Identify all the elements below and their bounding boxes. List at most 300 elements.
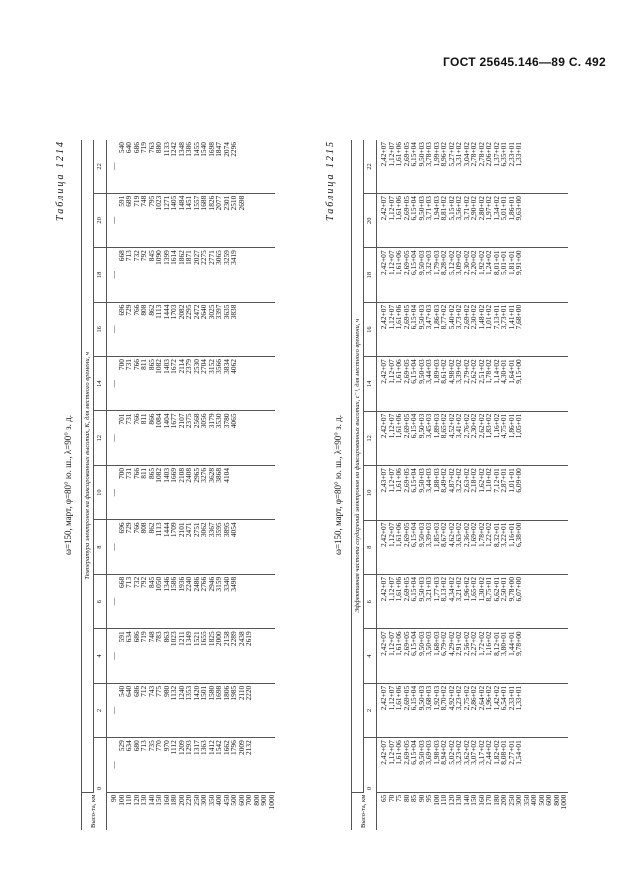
table-cell: 9,50+03: [416, 631, 426, 656]
table-cell: 540: [116, 142, 126, 154]
table-cell: 2,42+07: [379, 359, 388, 384]
table-cell: 1,68+03: [431, 631, 441, 656]
table-cell: 1,12+07: [386, 250, 396, 275]
table-cell: 2619: [244, 631, 253, 647]
table-cell: 1669: [169, 467, 178, 483]
table-cell: 2301: [221, 195, 231, 211]
table-cell: 4,52+02: [446, 413, 456, 439]
table-cell: 1796: [229, 740, 238, 755]
table-cell: 1521: [191, 631, 201, 647]
table-cell: 2568: [191, 413, 201, 429]
table-label: Таблица 1214: [55, 140, 66, 221]
height-cell: 170: [484, 794, 493, 806]
hour-column-values: [107, 683, 276, 737]
table-cell: 4104: [221, 467, 231, 483]
table-cell: 3062: [199, 522, 208, 538]
table-cell: —: [109, 488, 118, 497]
table-cell: 7,12+01: [491, 468, 501, 493]
table-caption: ω=150, март, φ=80° ю. ш., λ=90° з. д.: [333, 415, 343, 555]
table-cell: 6,15+04: [409, 576, 418, 602]
table-cell: 2472: [191, 304, 201, 320]
table-cell: 1,92+02: [476, 250, 486, 275]
table-cell: 2,63+02: [461, 468, 471, 493]
height-cell: 140: [461, 794, 471, 806]
hour-column-header: 14: [364, 357, 377, 411]
table-cell: 811: [139, 359, 148, 370]
table-cell: 729: [124, 304, 133, 316]
hour-column-values: [107, 193, 276, 247]
table-cell: 3,41+02: [454, 413, 463, 439]
table-cell: 713: [124, 576, 133, 588]
table-cell: 6,15+04: [409, 685, 418, 711]
table-cell: 2,06+02: [484, 142, 493, 167]
height-cell: 100: [431, 794, 441, 806]
table-cell: 6,62+01: [491, 576, 501, 602]
table-cell: 4054: [229, 522, 238, 538]
table-cell: 8,70+02: [439, 685, 448, 711]
table-cell: 1655: [199, 631, 208, 647]
table-cell: 865: [146, 467, 156, 480]
hour-column-header: 6: [94, 574, 107, 628]
table-cell: 1,61+06: [394, 468, 403, 493]
table-cell: 668: [116, 576, 126, 588]
table-cell: 2,42+07: [379, 522, 388, 548]
table-cell: 2,51+02: [476, 359, 486, 384]
table-cell: 1,89+03: [431, 359, 441, 384]
table-cell: 1,61+06: [394, 142, 403, 167]
table-cell: 862: [146, 522, 156, 534]
table-cell: 4065: [229, 413, 238, 429]
height-cell: 80: [401, 794, 411, 803]
table-cell: 8,75+01: [484, 576, 493, 602]
table-cell: 9,15+00: [514, 359, 523, 384]
table-cell: 2132: [244, 740, 253, 755]
table-cell: 1090: [154, 250, 163, 265]
table-cell: 3868: [214, 467, 223, 483]
table-cell: 811: [139, 413, 148, 425]
table-cell: 6,15+04: [409, 522, 418, 548]
table-cell: 1,14+02: [491, 359, 501, 384]
height-cell: 900: [259, 794, 268, 806]
table-cell: 1662: [221, 740, 231, 755]
table-cell: 6,15+04: [409, 250, 418, 275]
table-cell: 3,39+03: [424, 522, 433, 548]
height-cell: 600: [236, 794, 246, 806]
table-cell: 1353: [184, 685, 193, 701]
table-cell: 3,09+02: [454, 250, 463, 275]
table-cell: 862: [146, 304, 156, 316]
table-cell: 3,21+02: [454, 576, 463, 602]
hour-column-header: 20: [94, 193, 107, 247]
table-cell: 6,15+04: [409, 631, 418, 656]
table-cell: 2766: [199, 576, 208, 592]
table-cell: 9,50+03: [416, 250, 426, 275]
table-cell: 6,15+04: [409, 142, 418, 167]
table-cell: 743: [146, 685, 156, 697]
table-cell: 845: [146, 250, 156, 262]
hour-column-values: [377, 683, 568, 737]
page-header: ГОСТ 25645.146—89 С. 492: [443, 55, 606, 69]
table-cell: 8,08+01: [499, 740, 508, 765]
hour-column-values: [377, 738, 568, 792]
table-cell: 1113: [154, 304, 163, 319]
table-cell: 4,92+02: [446, 685, 456, 711]
table-cell: 1,61+06: [394, 576, 403, 602]
hour-column-values: [107, 357, 276, 411]
table-cell: 1,96+02: [461, 576, 471, 602]
table-cell: 1,92+03: [431, 685, 441, 711]
table-cell: 5,27+02: [446, 142, 456, 167]
table-cell: 2704: [199, 359, 208, 374]
hour-column-header: 22: [364, 140, 377, 194]
table-cell: 1,30+02: [476, 576, 486, 602]
table-cell: 2,69+05: [401, 142, 411, 167]
hour-column-values: [377, 629, 568, 683]
table-cell: 1826: [206, 195, 216, 211]
table-cell: 2027: [191, 250, 201, 265]
table-cell: 4,98+02: [446, 359, 456, 384]
table-cell: 7,68+00: [514, 304, 523, 330]
table-cell: 640: [124, 685, 133, 697]
table-cell: 9,50+03: [416, 142, 426, 167]
table-cell: 1,88+03: [431, 468, 441, 493]
hour-column-header: 2: [94, 683, 107, 737]
table-cell: 1580: [206, 685, 216, 701]
table-cell: 6,38+00: [514, 522, 523, 548]
table-cell: 1348: [176, 142, 186, 157]
table-cell: 2,90+02: [469, 196, 478, 221]
table-cell: 3834: [221, 359, 231, 374]
table-cell: —: [109, 271, 118, 279]
table-cell: 8,01+01: [491, 250, 501, 275]
table-cell: 591: [116, 195, 126, 207]
table-cell: 5,40+02: [446, 304, 456, 330]
table-cell: 9,91+00: [514, 250, 523, 275]
height-cell: 220: [184, 794, 193, 806]
table-cell: 3,69+03: [424, 740, 433, 765]
table-cell: 2,69+02: [461, 304, 471, 330]
table-cell: 2110: [236, 685, 246, 701]
table-cell: 9,78+00: [506, 576, 516, 602]
hour-column-values: [377, 302, 568, 356]
table-cell: 701: [116, 413, 126, 425]
table-cell: 1614: [169, 250, 178, 265]
height-cell: 130: [139, 794, 148, 806]
table-cell: 1,94+03: [431, 196, 441, 221]
table-cell: 3,78+03: [424, 142, 433, 167]
table-cell: 3,71+03: [424, 196, 433, 221]
hour-column-header: 16: [94, 302, 107, 356]
table-cell: 2082: [176, 304, 186, 320]
table-cell: 2,75+02: [461, 685, 471, 711]
table-cell: 1132: [169, 685, 178, 701]
table-cell: 2289: [229, 631, 238, 647]
table-cell: 1,83+02: [484, 413, 493, 439]
table-cell: 1023: [154, 195, 163, 211]
table-cell: 2379: [184, 359, 193, 374]
table-cell: 9,50+03: [416, 576, 426, 602]
table-cell: 3,07+02: [469, 740, 478, 765]
table-cell: 2,69+05: [401, 196, 411, 221]
table-cell: 3895: [221, 522, 231, 538]
table-cell: 8,13+02: [439, 576, 448, 602]
table-cell: 1847: [214, 142, 223, 157]
table-cell: 3,23+02: [454, 685, 463, 711]
table-cell: 680: [131, 740, 141, 752]
table-cell: 634: [124, 631, 133, 643]
table-cell: 731: [124, 413, 133, 425]
table-1214: [55, 140, 275, 830]
table-cell: 2408: [184, 467, 193, 483]
table-cell: 4,75+01: [499, 413, 508, 439]
table-cell: 3,04+02: [461, 142, 471, 167]
table-cell: 1,86+01: [506, 413, 516, 439]
height-cell: 400: [529, 794, 538, 806]
hour-column-header: 10: [94, 465, 107, 519]
table-cell: 729: [124, 522, 133, 534]
table-cell: 6,54+01: [499, 685, 508, 711]
table-cell: 713: [139, 740, 148, 752]
table-cell: 3159: [214, 576, 223, 592]
table-cell: 1,61+06: [394, 359, 403, 384]
table-cell: 980: [161, 685, 171, 697]
table-cell: 1672: [169, 359, 178, 374]
table-cell: 3,73+01: [499, 304, 508, 330]
table-cell: 1,16+02: [484, 631, 493, 656]
table-cell: 3530: [214, 413, 223, 429]
table-cell: 529: [116, 740, 126, 752]
table-cell: 3,50+03: [424, 631, 433, 656]
table-cell: 1412: [206, 740, 216, 755]
table-cell: 792: [139, 250, 148, 262]
height-cell: 70: [386, 794, 396, 803]
table-cell: 792: [139, 576, 148, 588]
table-cell: —: [109, 216, 118, 225]
table-cell: 3,22+01: [499, 522, 508, 548]
table-cell: 4,30+01: [499, 359, 508, 384]
table-cell: 808: [139, 304, 148, 316]
table-cell: 1,97+02: [484, 196, 493, 221]
table-cell: 8,28+02: [439, 250, 448, 275]
table-cell: 1,42+02: [491, 685, 501, 711]
table-cell: 2946: [206, 576, 216, 592]
table-cell: 9,50+03: [416, 196, 426, 221]
table-cell: 2158: [221, 631, 231, 647]
table-cell: 2,33+01: [506, 685, 516, 711]
table-cell: 9,78+00: [514, 631, 523, 656]
table-cell: 3367: [206, 522, 216, 538]
table-cell: 1871: [184, 250, 193, 265]
height-cell: 160: [161, 794, 171, 806]
table-cell: 1023: [169, 631, 178, 647]
table-cell: 2,87+01: [499, 468, 508, 493]
table-body-row: [377, 140, 568, 830]
table-cell: 2,42+07: [379, 250, 388, 275]
table-cell: 1,33+01: [514, 685, 523, 711]
table-cell: 9,50+03: [416, 359, 426, 384]
table-cell: 1688: [199, 195, 208, 211]
table-cell: 6,07+00: [514, 576, 523, 602]
hour-column-header: 6: [364, 574, 377, 628]
table-cell: —: [109, 434, 118, 442]
table-cell: 1399: [161, 250, 171, 265]
height-cell: 90: [416, 794, 426, 803]
table-cell: 712: [139, 685, 148, 697]
table-cell: 1,61+06: [394, 413, 403, 439]
table-cell: 1455: [191, 142, 201, 157]
table-cell: 1,16+01: [506, 522, 516, 548]
table-cell: 686: [131, 631, 141, 643]
height-cell: 1000: [559, 794, 568, 810]
table-cell: 1349: [184, 631, 193, 647]
table-cell: 1,89+03: [431, 413, 441, 439]
table-cell: 3,44+03: [424, 468, 433, 493]
table-cell: 2771: [206, 250, 216, 265]
table-cell: 5,15+02: [446, 196, 456, 221]
table-cell: 2,42+07: [379, 631, 388, 656]
table-cell: 2077: [214, 195, 223, 211]
height-cell: 180: [169, 794, 178, 806]
table-cell: 3838: [229, 304, 238, 320]
hour-column-values: [377, 194, 568, 248]
table-cell: 1,12+07: [386, 685, 396, 711]
table-cell: 1133: [161, 142, 171, 157]
table-cell: 2486: [191, 576, 201, 592]
table-cell: 1,12+07: [386, 468, 396, 493]
table-cell: 1317: [191, 740, 201, 755]
table-cell: 1,48+02: [476, 304, 486, 330]
table-cell: 1386: [184, 142, 193, 157]
hour-column-header: 20: [364, 194, 377, 248]
table-cell: 1,78+02: [484, 359, 493, 384]
table-cell: 2,20+02: [469, 250, 478, 275]
table-cell: 1703: [169, 304, 178, 320]
table-cell: 640: [124, 142, 133, 154]
table-cell: 2,42+07: [379, 304, 388, 330]
table-cell: 2,69+05: [401, 359, 411, 384]
table-cell: 6,15+04: [409, 196, 418, 221]
table-cell: 6,15+04: [409, 413, 418, 439]
table-subheader: Температура электронов на фиксированных высотах, К, для местного времени, ч: [82, 140, 94, 792]
hour-column-header: 12: [364, 411, 377, 465]
height-cell: 250: [191, 794, 201, 806]
table-cell: 1209: [176, 740, 186, 755]
table-cell: 1709: [169, 522, 178, 538]
table-cell: 2,79+02: [461, 359, 471, 384]
table-cell: 5,12+02: [446, 250, 456, 275]
table-cell: 1050: [154, 576, 163, 592]
hour-column-values: [377, 248, 568, 302]
table-cell: 540: [116, 685, 126, 697]
table-cell: 2,30+02: [461, 250, 471, 275]
hour-column-values: [377, 411, 568, 465]
table-cell: 3628: [206, 467, 216, 483]
table-cell: 1346: [161, 576, 171, 592]
table-cell: 2000: [214, 631, 223, 647]
data-table: [351, 140, 568, 830]
table-cell: 845: [146, 576, 156, 588]
table-cell: 5,02+02: [446, 740, 456, 765]
table-cell: 1698: [206, 142, 216, 157]
table-cell: 2,42+07: [379, 685, 388, 711]
table-cell: 4062: [229, 359, 238, 374]
table-cell: 3,17+02: [476, 740, 486, 765]
table-cell: 700: [116, 359, 126, 371]
table-cell: 763: [146, 142, 156, 154]
table-cell: 2,64+02: [476, 685, 486, 711]
hour-column-header: 0: [94, 738, 107, 792]
table-cell: 3,32+03: [424, 250, 433, 275]
table-cell: 1862: [176, 250, 186, 265]
table-cell: 1,81+01: [506, 250, 516, 275]
table-cell: 1293: [184, 740, 193, 755]
height-column-header: Высо-та, км: [352, 792, 377, 830]
table-cell: 3635: [221, 304, 231, 320]
table-cell: 1,33+01: [514, 142, 523, 167]
table-cell: 2640: [199, 304, 208, 320]
table-cell: 6,15+04: [409, 468, 418, 493]
height-cell: 450: [221, 794, 231, 806]
table-cell: 668: [116, 250, 126, 262]
hour-column-header: 12: [94, 411, 107, 465]
table-cell: 732: [131, 250, 141, 262]
table-caption: ω=150, март, φ=80° ю. ш., λ=90° з. д.: [63, 415, 73, 555]
table-cell: 866: [146, 413, 156, 425]
table-cell: 1240: [176, 685, 186, 701]
table-cell: 696: [116, 522, 126, 534]
hour-column-values: [377, 140, 568, 194]
table-cell: 2,78+02: [476, 142, 486, 167]
hour-column-header: 22: [94, 140, 107, 193]
table-cell: —: [109, 597, 118, 606]
hour-column-values: [377, 357, 568, 411]
table-cell: 696: [116, 304, 126, 316]
table-cell: 9,50+03: [416, 685, 426, 711]
height-cell: 200: [176, 794, 186, 806]
table-cell: 3566: [214, 359, 223, 374]
table-cell: 2,27+02: [469, 631, 478, 656]
table-cell: 1985: [229, 685, 238, 701]
table-cell: 9,50+03: [416, 740, 426, 765]
table-cell: 748: [146, 631, 156, 643]
table-cell: 1,61+06: [394, 304, 403, 330]
table-cell: 8,49+02: [439, 468, 448, 493]
hour-column-values: [377, 520, 568, 574]
table-cell: —: [109, 652, 118, 660]
table-cell: 2510: [229, 195, 238, 211]
table-cell: 2,18+02: [469, 468, 478, 493]
hour-column-values: [107, 140, 276, 193]
table-cell: 1806: [221, 685, 231, 701]
table-cell: 1,96+02: [484, 685, 493, 711]
table-cell: 1,72+02: [476, 631, 486, 656]
table-cell: 766: [131, 304, 141, 316]
table-body-row: [107, 140, 276, 830]
table-cell: 9,50+03: [416, 522, 426, 548]
table-cell: 2220: [244, 685, 253, 701]
table-cell: 3276: [199, 467, 208, 483]
hour-column-values: [107, 738, 276, 792]
height-cell: 300: [514, 794, 523, 806]
table-cell: 1,61+06: [394, 196, 403, 221]
height-cell: 120: [446, 794, 456, 806]
table-cell: 7,13+01: [491, 304, 501, 330]
height-cell: 110: [124, 794, 133, 806]
table-cell: 700: [116, 467, 126, 480]
table-cell: 2,69+05: [401, 522, 411, 548]
table-cell: 1,37+02: [491, 142, 501, 167]
hour-column-header: 8: [364, 520, 377, 574]
